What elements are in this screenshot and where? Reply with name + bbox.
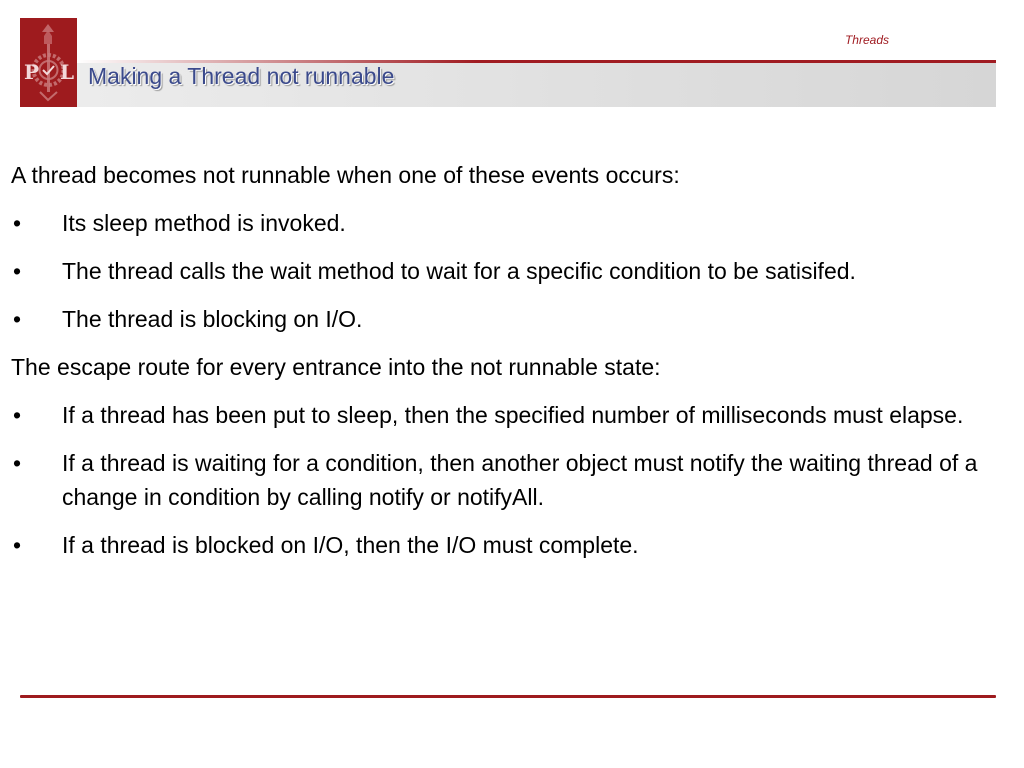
intro-paragraph: A thread becomes not runnable when one of these events occurs:: [11, 162, 680, 188]
bullet-dot: •: [13, 306, 22, 332]
bullet-text: The thread is blocking on I/O.: [62, 306, 363, 332]
bullet-item: [11, 398, 1011, 432]
bullet-text: If a thread is blocked on I/O, then the I/O must complete.: [62, 532, 639, 558]
bullet-text: If a thread has been put to sleep, then the specified number of milliseconds must elapse.: [62, 402, 964, 428]
bullet-item: [11, 206, 1011, 240]
section-label: Threads: [844, 33, 889, 47]
bullet-dot: •: [13, 258, 22, 284]
bullet-item: [11, 446, 1011, 514]
logo-letter-p: P: [24, 60, 40, 84]
logo-letter-l: L: [60, 60, 75, 84]
slide-title: Making a Thread not runnable: [88, 63, 395, 89]
bullet-dot: •: [13, 450, 22, 476]
university-logo: [20, 18, 77, 107]
bullet-item: [11, 528, 1011, 562]
bullet-dot: •: [13, 532, 22, 558]
bullet-text: If a thread is waiting for a condition, then another object must notify the waiting thread of a change in condition by calling notify or notifyAll.: [62, 450, 978, 510]
slide-content: [11, 158, 1011, 576]
bullet-dot: •: [13, 210, 22, 236]
bullet-text: The thread calls the wait method to wait for a specific condition to be satisifed.: [62, 258, 856, 284]
bullet-dot: •: [13, 402, 22, 428]
bullet-text: Its sleep method is invoked.: [62, 210, 346, 236]
bullet-item: [11, 302, 1011, 336]
logo-emblem-icon: [20, 18, 77, 107]
escape-paragraph: The escape route for every entrance into the not runnable state:: [11, 354, 661, 380]
bottom-divider: [20, 695, 996, 698]
bullet-item: [11, 254, 1011, 288]
